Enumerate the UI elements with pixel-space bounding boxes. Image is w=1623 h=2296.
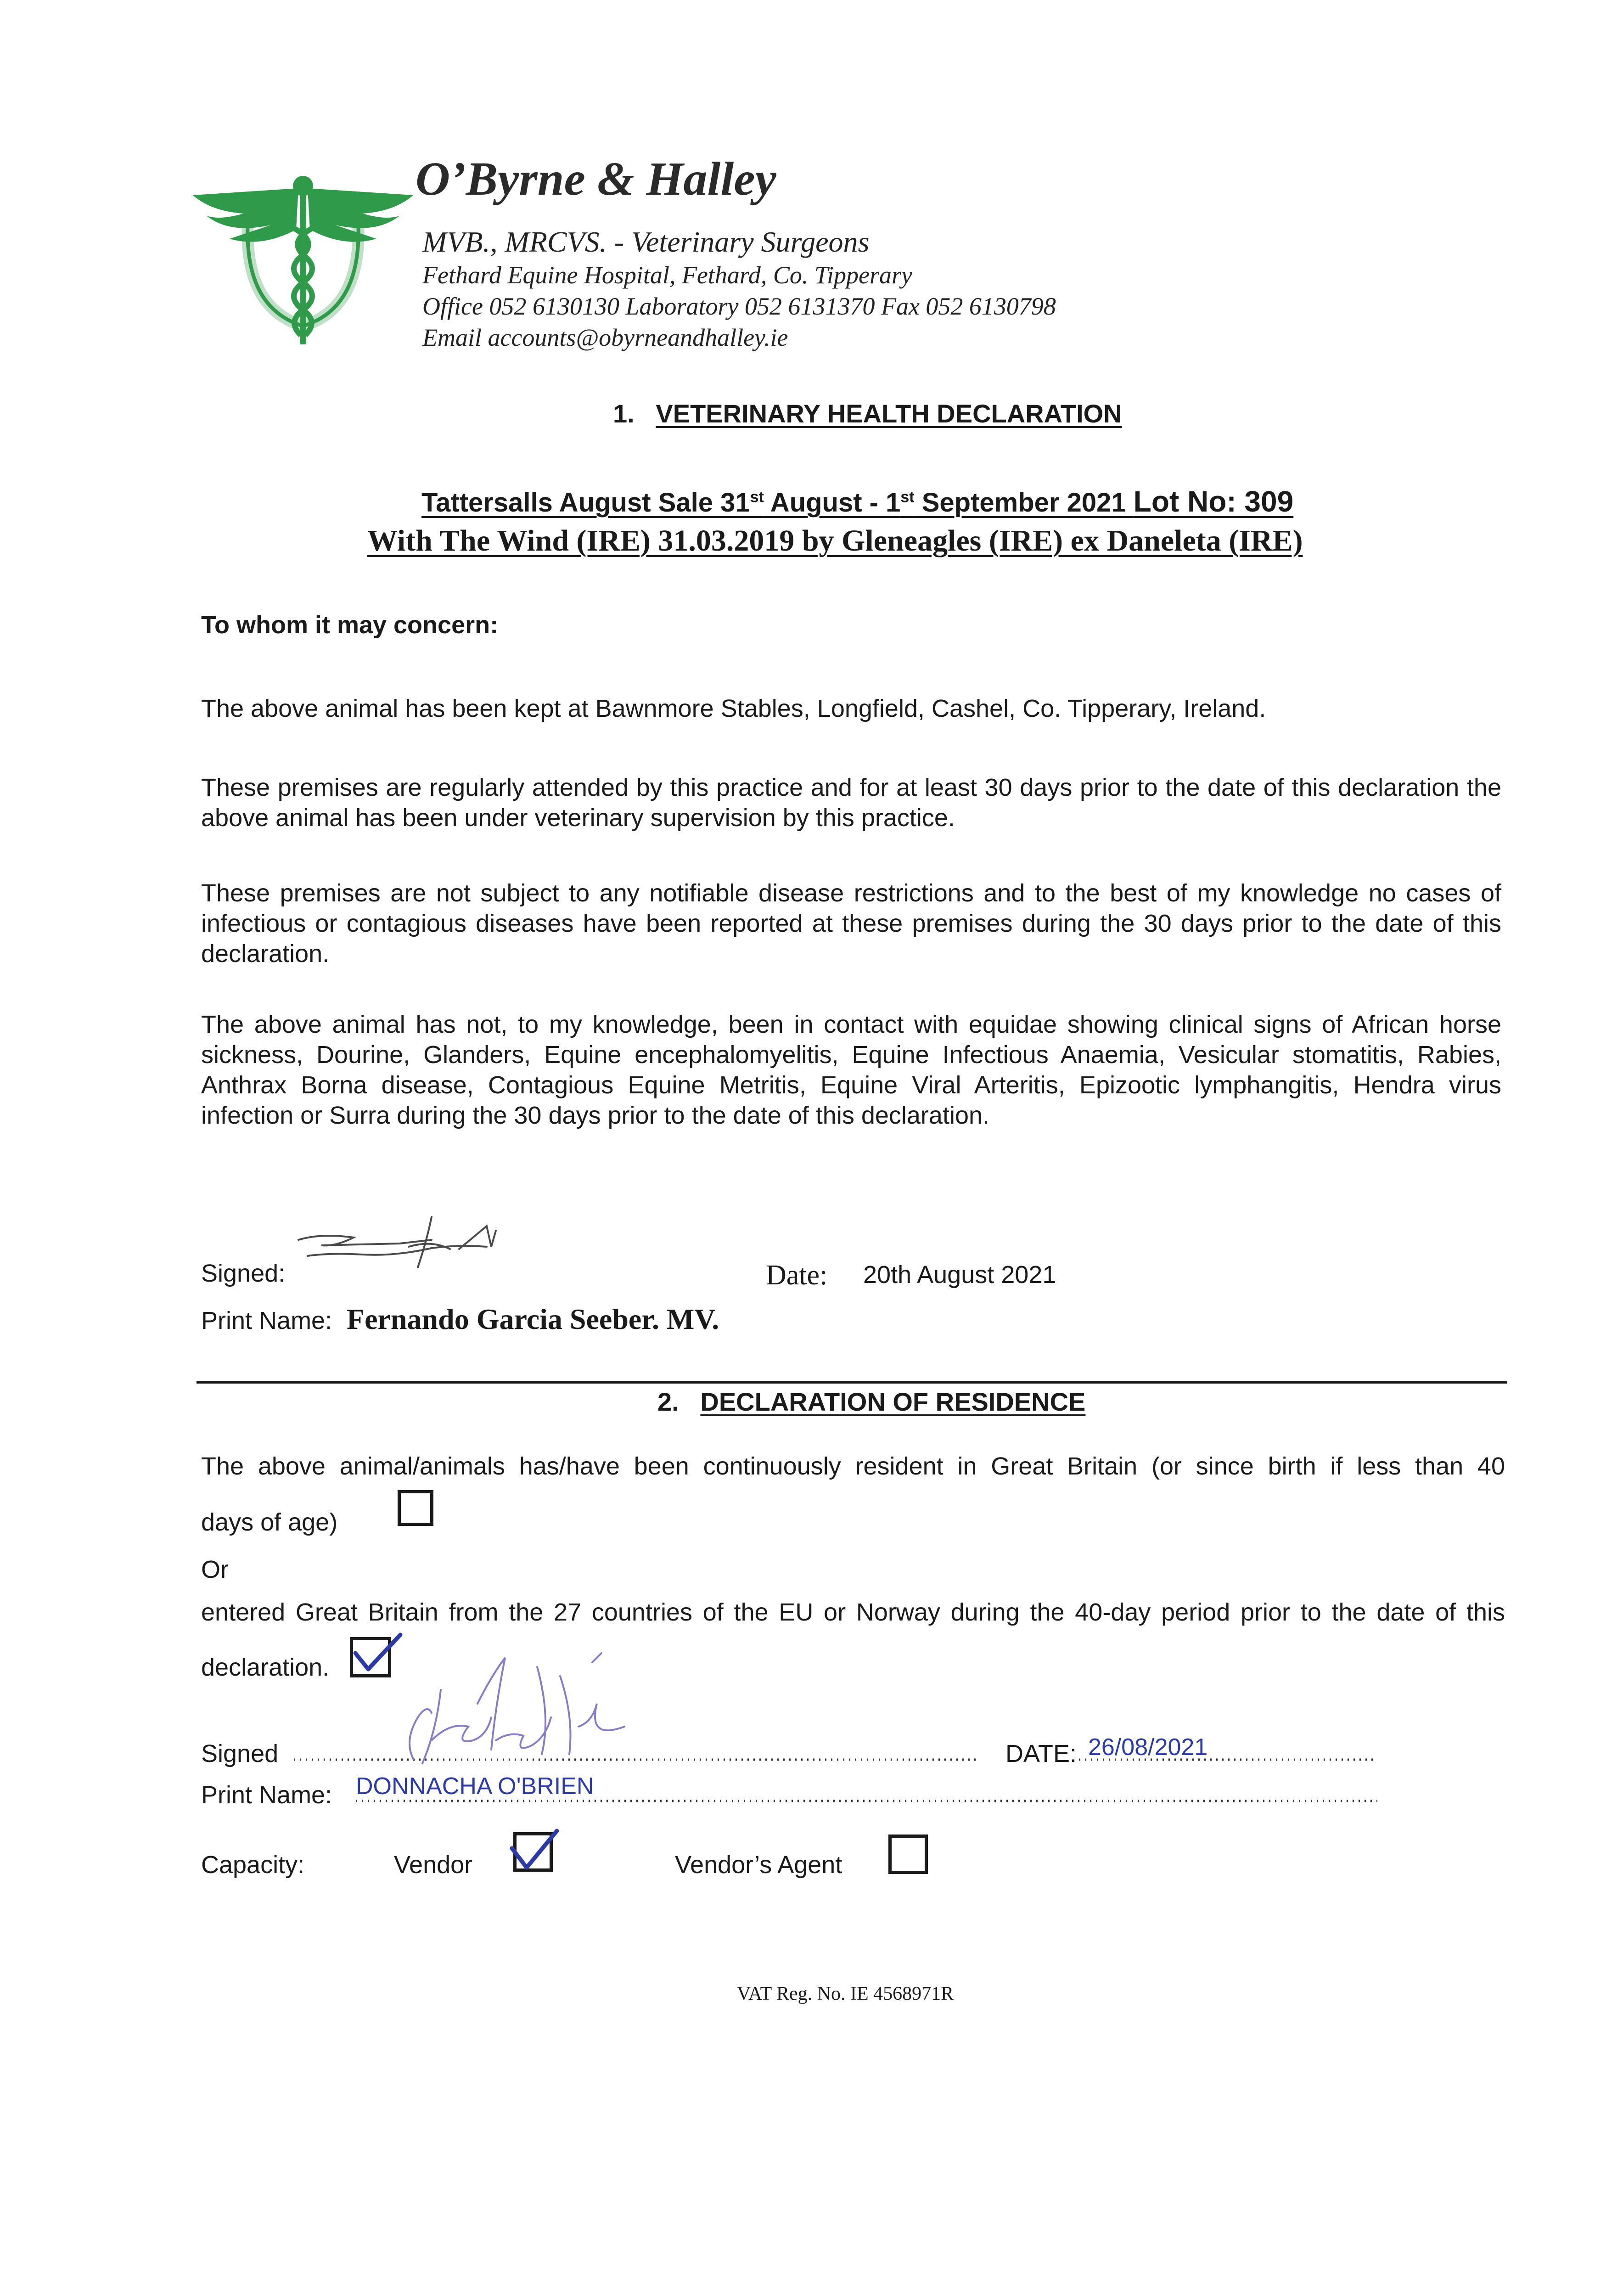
paragraph-restrictions: These premises are not subject to any notifiable disease restrictions and to the best of my knowledge no cases of infectious or contagious diseases have been reported at these premises during the 30 days prior to the date of this declaration.	[201, 879, 1501, 968]
section2-number: 2.	[657, 1387, 679, 1416]
section2-title: DECLARATION OF RESIDENCE	[700, 1387, 1086, 1416]
sale-middle: August - 1	[764, 488, 901, 518]
practice-address: Fethard Equine Hospital, Fethard, Co. Tipperary	[422, 261, 912, 289]
vendor-option-label: Vendor	[394, 1851, 473, 1879]
section1-number: 1.	[613, 399, 635, 428]
section1-heading	[613, 399, 1122, 428]
vet-date-value: 20th August 2021	[863, 1261, 1056, 1289]
paragraph-premises: The above animal has been kept at Bawnmore Stables, Longfield, Cashel, Co. Tipperary, Ireland.	[201, 695, 1266, 722]
sale-prefix: Tattersalls August Sale 31	[421, 488, 750, 518]
vet-signed-label: Signed:	[201, 1260, 286, 1287]
vet-signature	[294, 1212, 560, 1281]
sale-details	[421, 484, 1293, 518]
practice-email: Email accounts@obyrneandhalley.ie	[422, 324, 788, 351]
capacity-label: Capacity:	[201, 1851, 305, 1879]
vendor-date-value[interactable]: 26/08/2021	[1088, 1734, 1208, 1761]
practice-qualifications: MVB., MRCVS. - Veterinary Surgeons	[422, 225, 870, 258]
vat-number: VAT Reg. No. IE 4568971R	[737, 1983, 954, 2004]
entered-option-line2: declaration.	[201, 1654, 330, 1681]
agent-option-label: Vendor’s Agent	[675, 1851, 842, 1879]
vet-print-name-value: Fernando Garcia Seeber. MV.	[347, 1303, 719, 1335]
section2-heading	[657, 1387, 1085, 1417]
section-divider	[197, 1381, 1507, 1384]
vet-date-label: Date:	[766, 1260, 828, 1291]
vet-print-name-label: Print Name:	[201, 1307, 332, 1334]
vendor-print-name-label: Print Name:	[201, 1781, 332, 1809]
vendor-signature	[386, 1649, 643, 1768]
sale-suffix: September 2021	[914, 488, 1134, 518]
vendor-print-name-value[interactable]: DONNACHA O'BRIEN	[356, 1773, 594, 1800]
section1-title: VETERINARY HEALTH DECLARATION	[656, 399, 1122, 428]
residence-option-line1: The above animal/animals has/have been continuously resident in Great Britain (or since birth if less than 40	[201, 1452, 1505, 1480]
residence-option-line2: days of age)	[201, 1508, 338, 1536]
practice-phones: Office 052 6130130 Laboratory 052 6131370 Fax 052 6130798	[422, 293, 1056, 320]
sale-sup2: st	[900, 488, 915, 506]
vendor-signed-label: Signed	[201, 1740, 279, 1767]
paragraph-supervision: These premises are regularly attended by this practice and for at least 30 days prior to the date of this declaration the above animal has been under veterinary supervision by this practice.	[201, 774, 1501, 832]
agent-checkbox[interactable]	[888, 1835, 928, 1874]
lot-number: Lot No: 309	[1133, 485, 1294, 518]
vendor-date-label: DATE:	[1005, 1740, 1077, 1767]
paragraph-contact: The above animal has not, to my knowledge, been in contact with equidae showing clinical signs of African horse sickness, Dourine, Glanders, Equine encephalomyelitis, Equine Infectious Anaemia, Vesicular stomatitis, Rabies, Anthrax Borna disease, Contagious Equine Metritis, Equine Viral Arteritis, Epizootic lymphangitis, Hendra virus infection or Surra during the 30 days prior to the date of this declaration.	[201, 1011, 1501, 1129]
resident-checkbox[interactable]	[398, 1490, 433, 1526]
or-label: Or	[201, 1556, 229, 1583]
sale-sup1: st	[750, 488, 764, 506]
practice-name: O’Byrne & Halley	[416, 152, 776, 205]
entered-option-line1: entered Great Britain from the 27 countries of the EU or Norway during the 40-day period prior to the date of this	[201, 1598, 1505, 1626]
salutation: To whom it may concern:	[201, 611, 499, 639]
vendor-checkmark-icon	[507, 1825, 562, 1876]
caduceus-logo-icon	[193, 170, 413, 354]
horse-details: With The Wind (IRE) 31.03.2019 by Gleneagles (IRE) ex Daneleta (IRE)	[367, 524, 1303, 557]
